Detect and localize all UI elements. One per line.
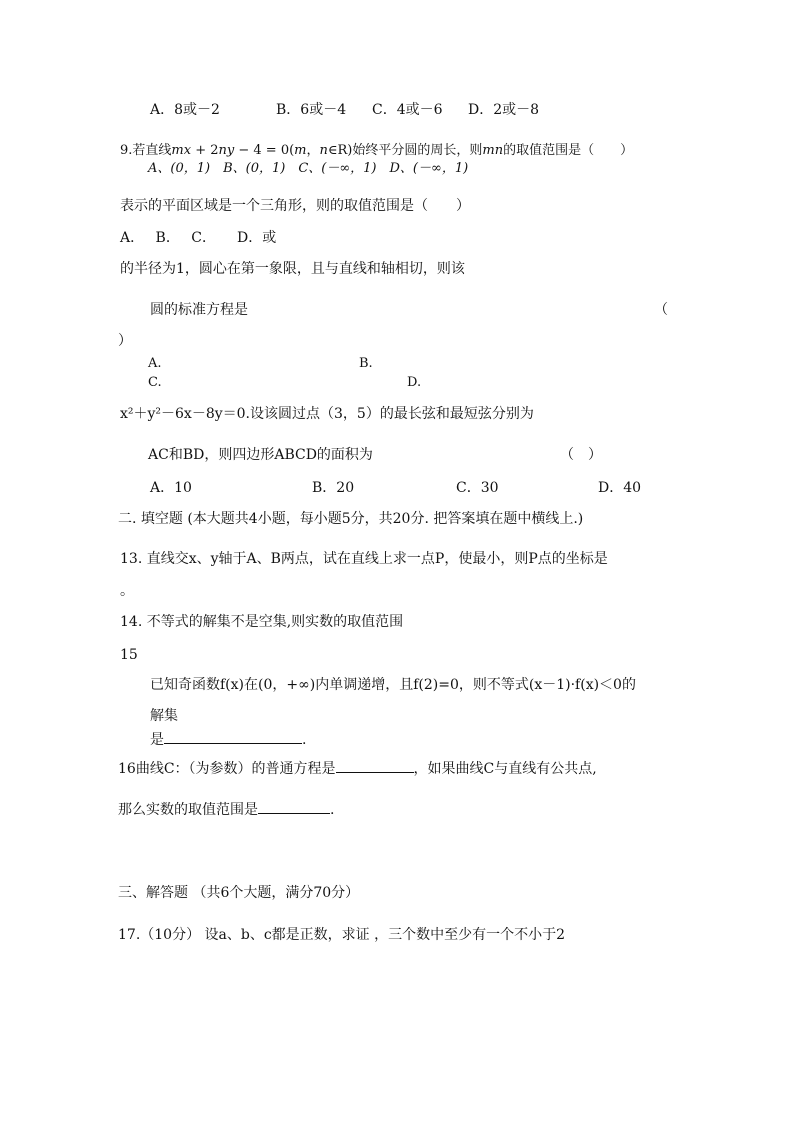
q12-option-c: C．30: [456, 480, 499, 496]
q8-option-b: B．6或－4: [276, 102, 347, 118]
q11-stem: 的半径为1，圆心在第一象限，且与直线和轴相切，则该: [120, 261, 465, 277]
q8-option-c: C．4或－6: [372, 102, 443, 118]
q11-paren-close: ）: [118, 333, 132, 349]
q15-number: 15: [120, 647, 138, 663]
q16-stem: 16曲线C：（为参数）的普通方程是 ，如果曲线C与直线有公共点,: [118, 758, 597, 779]
q15-stem-2: 解集: [150, 708, 178, 724]
q15-stem-3: 是 .: [150, 729, 306, 750]
q12-option-b: B．20: [312, 480, 355, 496]
q13-stem: 13. 直线交x、y轴于A、B两点，试在直线上求一点P，使最小，则P点的坐标是: [120, 551, 608, 567]
q14-stem: 14. 不等式的解集不是空集,则实数的取值范围: [120, 614, 404, 630]
q10-stem: 表示的平面区域是一个三角形，则的取值范围是（ ）: [120, 198, 470, 214]
q13-end: 。: [120, 583, 134, 599]
q9-stem: 9.若直线mx + 2ny − 4 = 0(m，n∈R)始终平分圆的周长，则mn的取值范围是（ ）: [120, 143, 634, 158]
q12-option-d: D．40: [598, 480, 642, 496]
q15-stem: 已知奇函数f(x)在(0，+∞)内单调递增，且f(2)=0，则不等式(x－1)·f(x)＜0的: [150, 677, 636, 693]
q10-options: A． B． C． D．或: [120, 230, 277, 246]
q16-answer-blank-2: [258, 799, 330, 814]
section-3-heading: 三、解答题 （共6个大题，满分70分）: [118, 885, 360, 901]
q12-stem-2: AC和BD，则四边形ABCD的面积为: [148, 447, 373, 463]
q11-stem-2: 圆的标准方程是: [150, 302, 248, 318]
q8-option-d: D．2或－8: [468, 102, 540, 118]
q12-option-a: A．10: [150, 480, 192, 496]
q17-stem: 17.（10分） 设a、b、c都是正数，求证 ，三个数中至少有一个不小于2: [118, 927, 566, 943]
q11-option-c: C.: [148, 375, 162, 390]
q12-paren: （ ）: [560, 447, 602, 463]
q9-options: A、(0，1) B、(0，1) C、(－∞，1) D、(－∞，1): [148, 161, 469, 176]
q11-paren-open: （: [654, 302, 668, 318]
q15-answer-blank: [164, 729, 302, 744]
q16-answer-blank-1: [336, 758, 414, 773]
q12-equation: x²＋y²－6x－8y＝0.设该圆过点（3，5）的最长弦和最短弦分别为: [120, 406, 534, 422]
q11-option-a: A.: [148, 356, 162, 371]
q8-option-a: A．8或－2: [150, 102, 220, 118]
q11-option-b: B.: [359, 356, 373, 371]
q16-stem-2: 那么实数的取值范围是 .: [118, 799, 334, 820]
section-2-heading: 二. 填空题 (本大题共4小题，每小题5分，共20分. 把答案填在题中横线上.): [118, 511, 584, 527]
q11-option-d: D.: [407, 375, 422, 390]
